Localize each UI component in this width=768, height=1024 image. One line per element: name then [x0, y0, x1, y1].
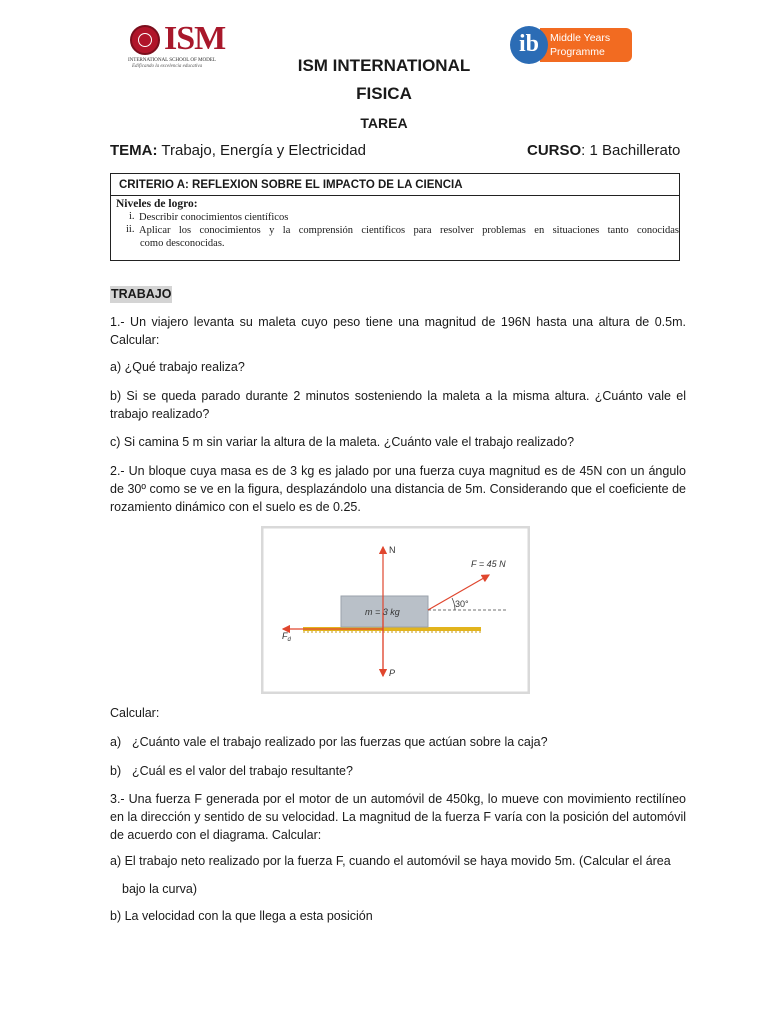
curso-line: [527, 142, 680, 159]
problem-2-a: [110, 733, 686, 751]
curso-value: : 1 Bachillerato: [581, 142, 681, 159]
problem-1-b: b) Si se queda parado durante 2 minutos sosteniendo la maleta a la misma altura. ¿Cuánto vale el trabajo realizado?: [110, 389, 686, 421]
ism-motto: Edificando la excelencia educativa: [132, 64, 203, 69]
level-2-text: Aplicar los conocimientos y la comprensión científicos para resolver problemas en situaciones tanto conocidas: [139, 225, 679, 236]
level-1-number: i.: [129, 211, 135, 222]
problem-2-a-label: a): [110, 735, 122, 749]
section-heading: TRABAJO: [111, 287, 172, 301]
curso-label: CURSO: [527, 142, 582, 159]
level-1-text: Describir conocimientos científicos: [139, 212, 289, 223]
label-p: P: [389, 668, 396, 678]
problem-2-b-text: ¿Cuál es el valor del trabajo resultante?: [132, 764, 353, 778]
calcular-label: Calcular:: [110, 706, 160, 720]
subject-title: FISICA: [356, 84, 412, 103]
problem-2-a-text: ¿Cuánto vale el trabajo realizado por las fuerzas que actúan sobre la caja?: [132, 735, 548, 749]
level-2-text-cont: como desconocidas.: [140, 238, 225, 249]
problem-1-c: c) Si camina 5 m sin variar la altura de la maleta. ¿Cuánto vale el trabajo realizado?: [110, 435, 575, 449]
problem-3-intro: 3.- Una fuerza F generada por el motor de un automóvil de 450kg, lo mueve con movimiento rectilíneo en la dirección y sentido de su velocidad. La magnitud de la fuerza F varía con la posición del automóvil de acuerdo con el diagrama. Calcular:: [110, 792, 686, 842]
ib-line-2: Programme: [550, 46, 605, 58]
ib-circle-icon: ib: [510, 26, 548, 64]
doc-type-title: TAREA: [360, 115, 408, 131]
label-mass: m = 3 kg: [365, 607, 400, 617]
problem-2-b-label: b): [110, 764, 122, 778]
label-n: N: [389, 545, 396, 555]
criterio-title: CRITERIO A: REFLEXION SOBRE EL IMPACTO DE LA CIENCIA: [111, 174, 679, 196]
criterio-box: [110, 173, 680, 261]
label-angle: 30°: [455, 599, 469, 609]
problem-2-b: [110, 762, 686, 780]
ism-seal-icon: [130, 25, 160, 55]
force-diagram: [261, 526, 530, 694]
tema-value: Trabajo, Energía y Electricidad: [157, 142, 366, 159]
label-f: F = 45 N: [471, 559, 506, 569]
level-2-number: ii.: [126, 224, 135, 235]
school-title: ISM INTERNATIONAL: [297, 56, 471, 75]
label-fd-sub: d: [287, 637, 291, 643]
ism-subtitle: INTERNATIONAL SCHOOL OF MODEL: [128, 57, 216, 63]
tema-label: TEMA:: [110, 142, 158, 159]
problem-3-a-cont: bajo la curva): [122, 882, 198, 896]
ism-logo-text: ISM: [164, 20, 226, 57]
problem-1-intro: 1.- Un viajero levanta su maleta cuyo peso tiene una magnitud de 196N hasta una altura de 0.5m. Calcular:: [110, 315, 686, 347]
problem-3-b: b) La velocidad con la que llega a esta posición: [110, 909, 373, 923]
problem-2-intro: 2.- Un bloque cuya masa es de 3 kg es jalado por una fuerza cuya magnitud es de 45N con un ángulo de 30º como se ve en la figura, desplazándolo una distancia de 5m. Considerando que el coeficiente de rozamiento dinámico con el suelo es de 0.25.: [110, 464, 686, 514]
tema-line: [110, 142, 366, 159]
ib-line-1: Middle Years: [550, 32, 611, 44]
label-fd-main: F: [282, 631, 288, 641]
problem-1-a: a) ¿Qué trabajo realiza?: [110, 360, 245, 374]
problem-3-a: a) El trabajo neto realizado por la fuerza F, cuando el automóvil se haya movido 5m. (Calcular el área: [110, 854, 671, 868]
niveles-label: Niveles de logro:: [116, 198, 198, 210]
